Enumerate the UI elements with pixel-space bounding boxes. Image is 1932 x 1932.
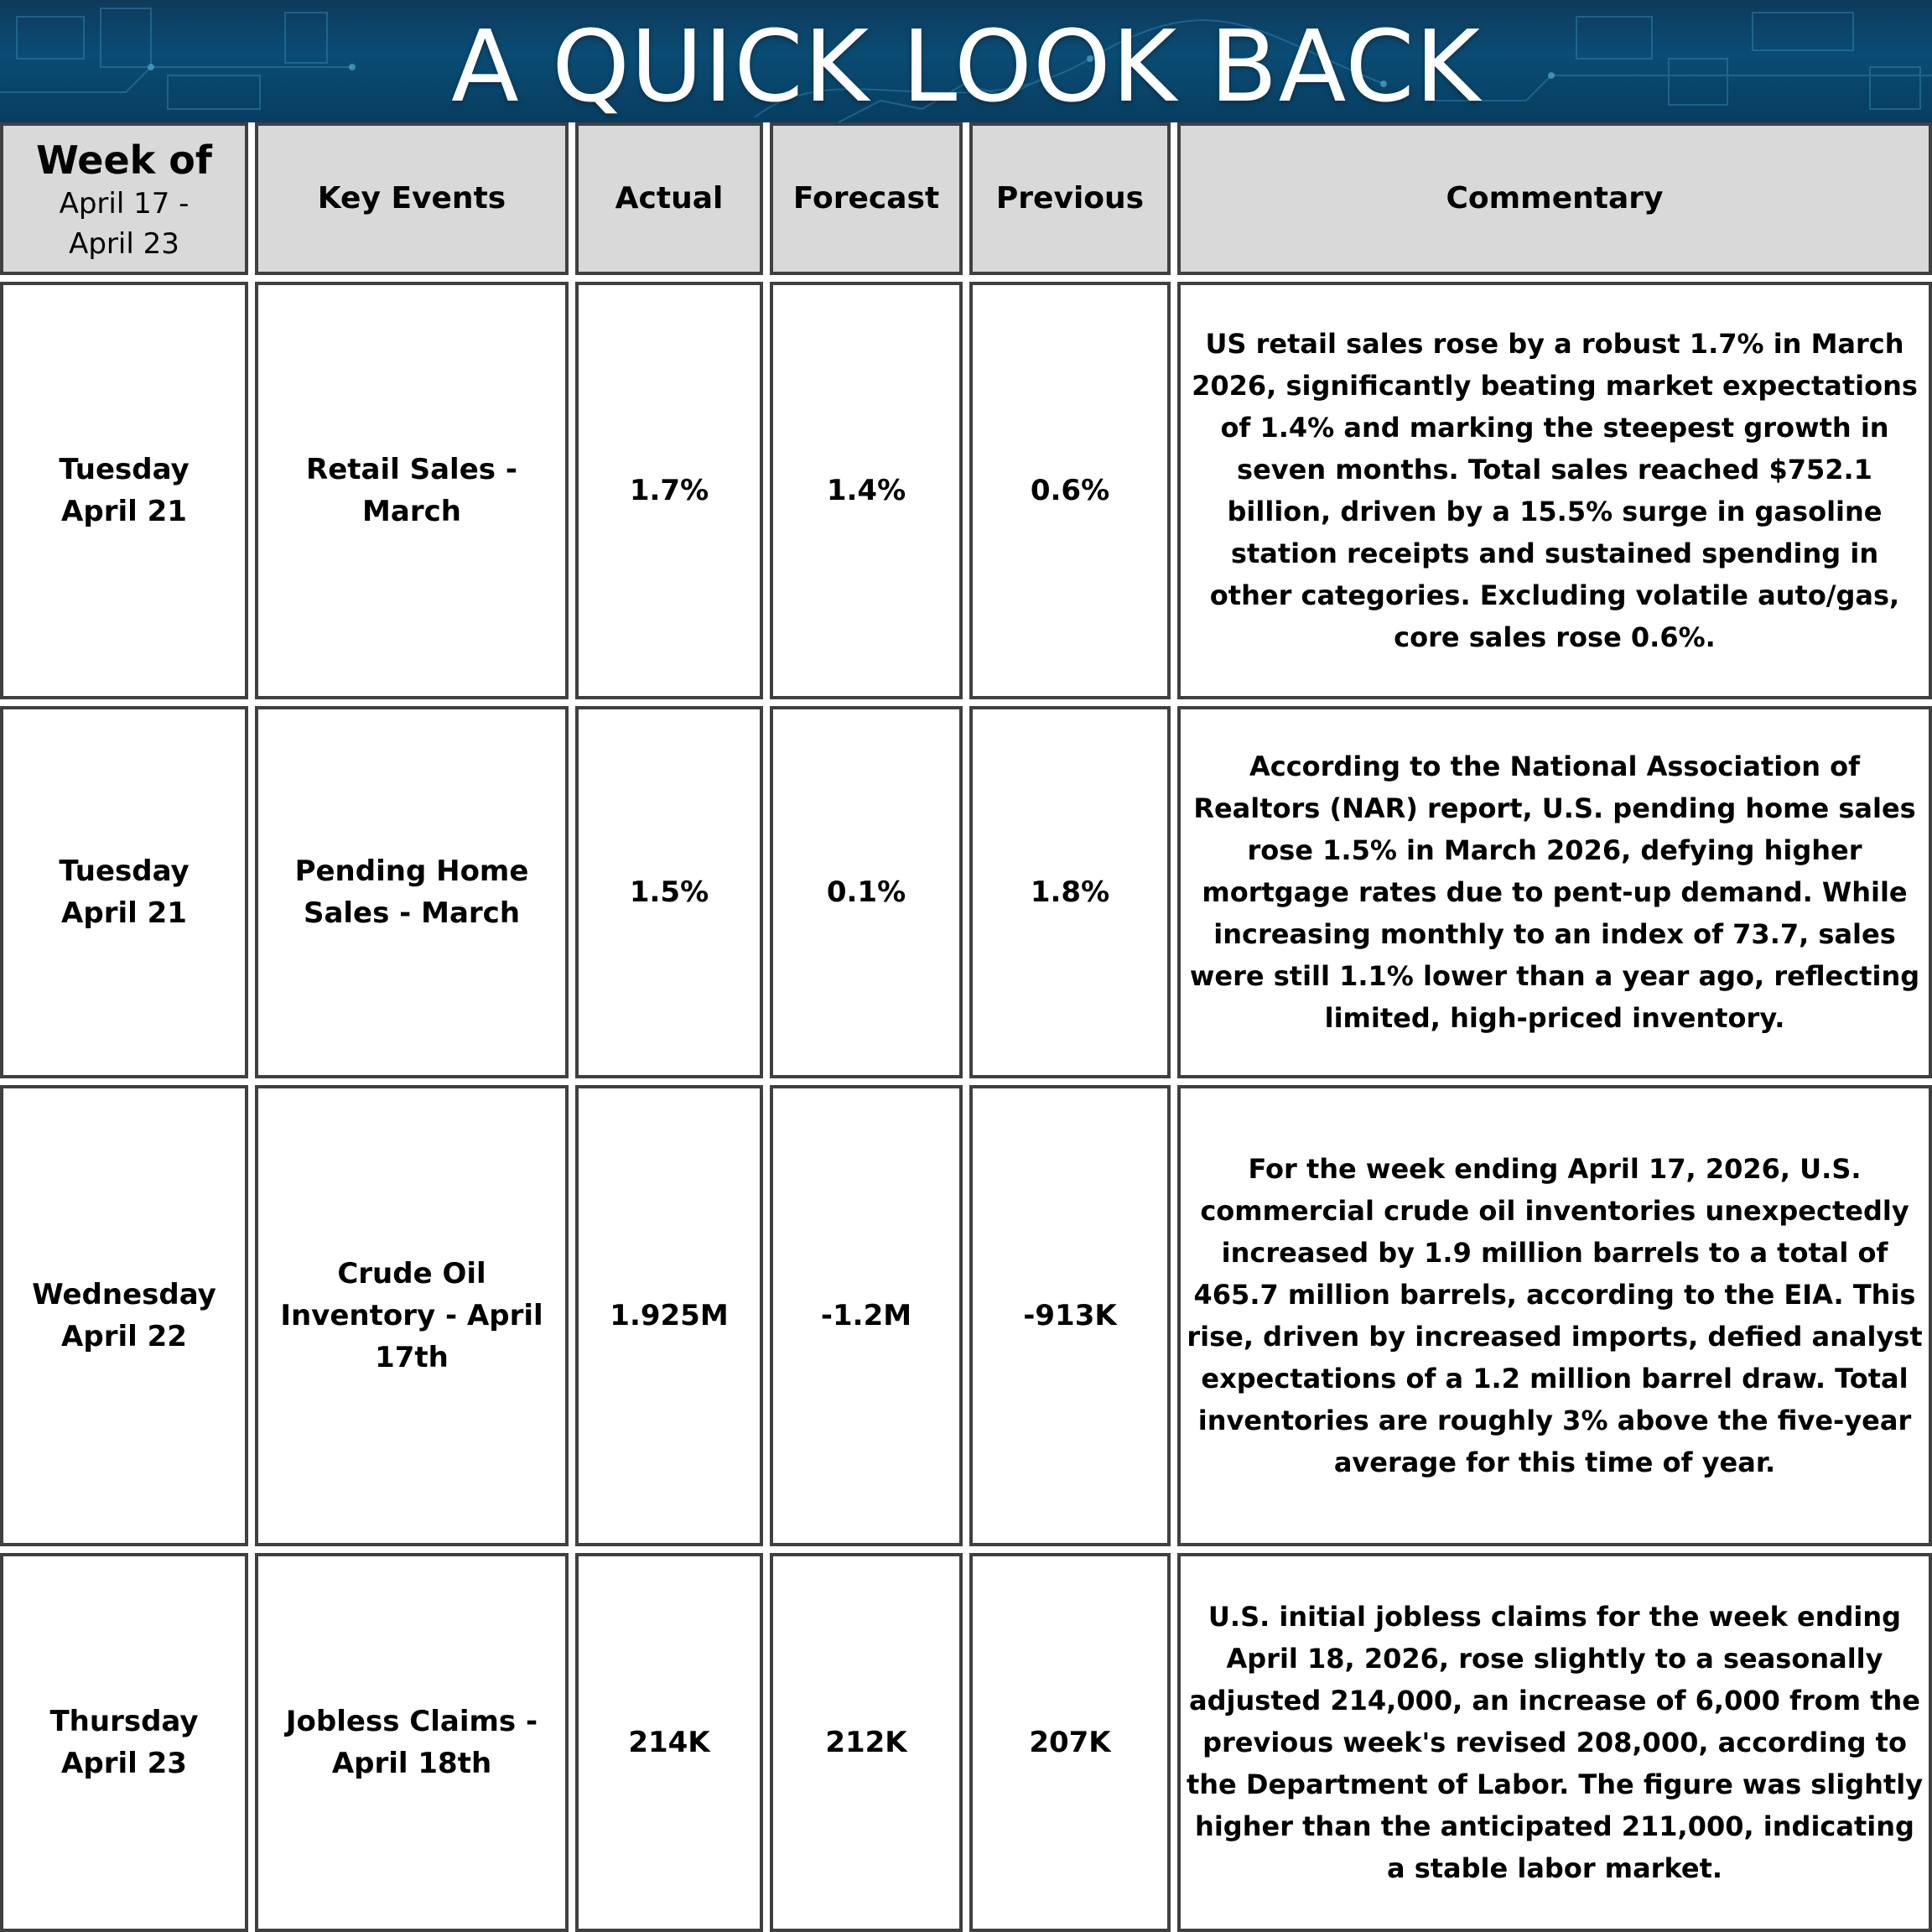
row-4-forecast: 212K	[770, 1553, 963, 1932]
row-4-commentary: U.S. initial jobless claims for the week ending April 18, 2026, rose slightly to a seasonally adjusted 214,000, an increase of 6,000 from the previous week's revised 208,000, according to the Department of Labor. The figure was slightly higher than the anticipated 211,000, indicating a stable labor market.	[1177, 1553, 1932, 1932]
row-2-actual: 1.5%	[575, 706, 763, 1078]
weekly-events-table	[0, 122, 1932, 1932]
page-title: A QUICK LOOK BACK	[450, 8, 1482, 122]
row-3-day: Wednesday	[32, 1278, 216, 1311]
row-4-previous: 207K	[969, 1553, 1171, 1932]
row-3-commentary: For the week ending April 17, 2026, U.S. commercial crude oil inventories unexpectedly increased by 1.9 million barrels to a total of 465.7 million barrels, according to the EIA. This rise, driven by increased imports, defied analyst expectations of a 1.2 million barrel draw. Total inventories are roughly 3% above the five-year average for this time of year.	[1177, 1085, 1932, 1546]
header-key-events: Key Events	[255, 122, 569, 275]
week-of-label: Week of	[36, 138, 212, 183]
row-1-commentary: US retail sales rose by a robust 1.7% in March 2026, significantly beating market expectations of 1.4% and marking the steepest growth in seven months. Total sales reached $752.1 billion, driven by a 15.5% surge in gasoline station receipts and sustained spending in other categories. Excluding volatile auto/gas, core sales rose 0.6%.	[1177, 282, 1932, 699]
row-4-day: Thursday	[49, 1705, 199, 1738]
banner	[0, 0, 1932, 122]
row-4-actual: 214K	[575, 1553, 763, 1932]
row-4-date	[0, 1553, 248, 1932]
row-2-date	[0, 706, 248, 1078]
header-forecast: Forecast	[770, 122, 963, 275]
row-1-event: Retail Sales - March	[255, 282, 569, 699]
row-3-previous: -913K	[969, 1085, 1171, 1546]
row-3-actual: 1.925M	[575, 1085, 763, 1546]
header-commentary: Commentary	[1177, 122, 1932, 275]
week-range-start: April 17 -	[59, 187, 190, 221]
row-2-day: Tuesday	[59, 854, 190, 888]
row-1-date-text: April 21	[61, 495, 187, 528]
row-3-date-text: April 22	[61, 1320, 187, 1353]
row-4-event: Jobless Claims - April 18th	[255, 1553, 569, 1932]
row-2-previous: 1.8%	[969, 706, 1171, 1078]
row-2-forecast: 0.1%	[770, 706, 963, 1078]
header-actual: Actual	[575, 122, 763, 275]
row-3-forecast: -1.2M	[770, 1085, 963, 1546]
row-1-previous: 0.6%	[969, 282, 1171, 699]
row-3-date	[0, 1085, 248, 1546]
row-2-commentary: According to the National Association of Realtors (NAR) report, U.S. pending home sales rose 1.5% in March 2026, defying higher mortgage rates due to pent-up demand. While increasing monthly to an index of 73.7, sales were still 1.1% lower than a year ago, reflecting limited, high-priced inventory.	[1177, 706, 1932, 1078]
header-previous: Previous	[969, 122, 1171, 275]
row-1-day: Tuesday	[59, 453, 190, 486]
row-3-event: Crude Oil Inventory - April 17th	[255, 1085, 569, 1546]
row-1-actual: 1.7%	[575, 282, 763, 699]
row-1-forecast: 1.4%	[770, 282, 963, 699]
row-2-event: Pending Home Sales - March	[255, 706, 569, 1078]
row-4-date-text: April 23	[61, 1747, 187, 1780]
row-2-date-text: April 21	[61, 896, 187, 930]
week-range-end: April 23	[69, 227, 179, 261]
row-1-date	[0, 282, 248, 699]
header-week-of	[0, 122, 248, 275]
